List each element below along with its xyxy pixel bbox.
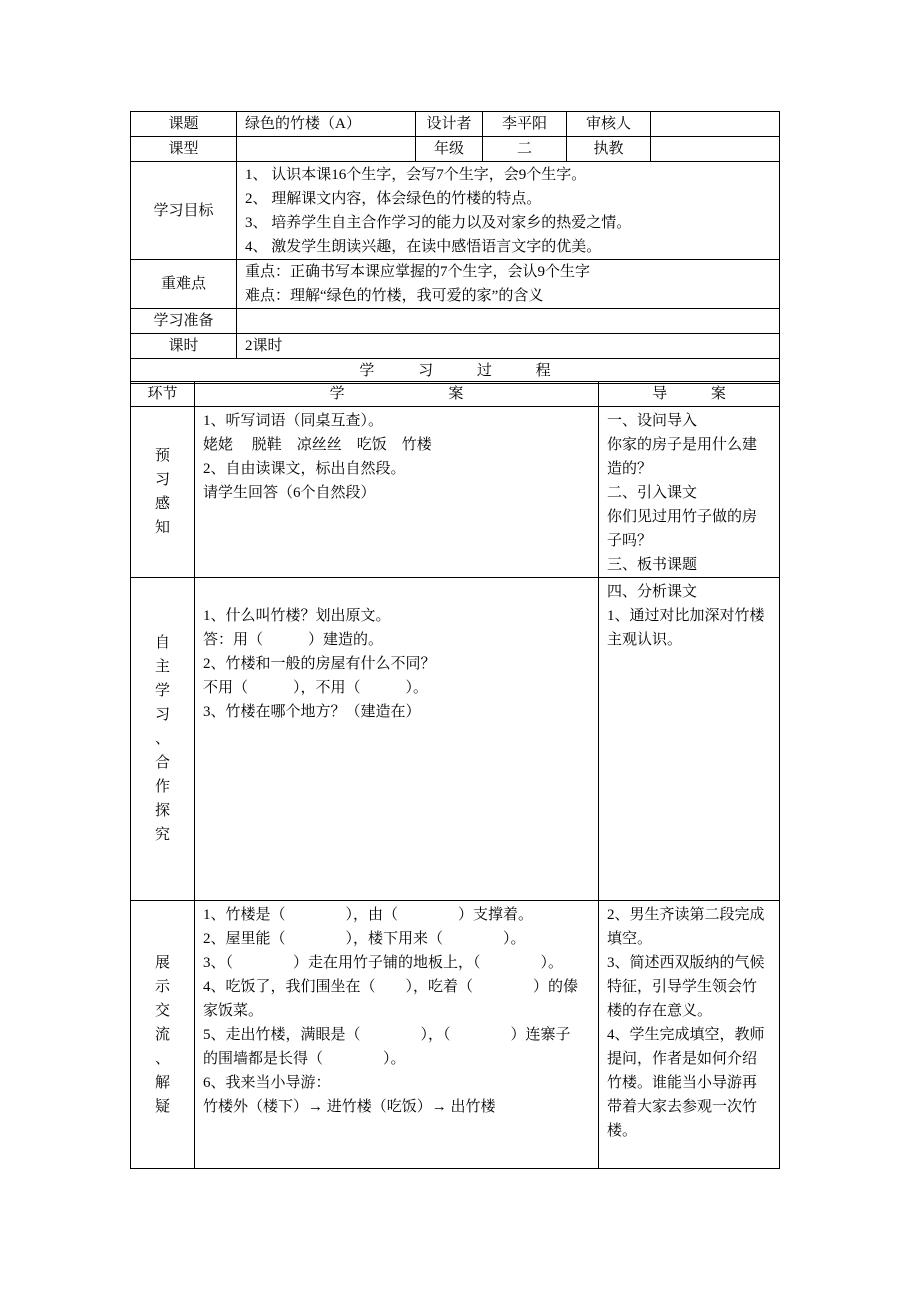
guide-line: 带着大家去参观一次竹 [607, 1099, 758, 1115]
stage-char: 展 [154, 954, 170, 971]
study-cell [195, 901, 599, 1169]
grade-label: 年级 [416, 137, 483, 162]
goal-item: 3、 培养学生自主合作学习的能力以及对家乡的热爱之情。 [245, 214, 632, 231]
guide-cell [599, 901, 780, 1169]
topic-label: 课题 [131, 112, 237, 137]
stage-char: 究 [154, 827, 170, 843]
guide-line: 2、男生齐读第二段完成 [607, 907, 765, 923]
teacher-value [651, 137, 780, 162]
guide-header-text: 导 案 [652, 386, 726, 402]
study-line: 2、屋里能（ ），楼下用来（ ）。 [203, 931, 526, 947]
section-row [131, 901, 780, 1169]
process-title-text: 学 习 过 程 [359, 363, 551, 379]
stage-cell [131, 901, 195, 1169]
study-cell [195, 578, 599, 901]
hours-value: 2课时 [237, 334, 780, 359]
stage-char: 探 [154, 803, 170, 819]
study-line: 1、听写词语（同桌互查）。 [203, 413, 384, 429]
goal-item: 4、 激发学生朗读兴趣，在读中感悟语言文字的优美。 [245, 238, 602, 255]
topic-value: 绿色的竹楼（A） [237, 112, 416, 137]
study-line: 3、竹楼在哪个地方？（建造在） [203, 704, 421, 720]
section-row [131, 407, 780, 578]
hours-label: 课时 [131, 334, 237, 359]
guide-line: 一、设问导入 [607, 413, 698, 429]
stage-char: 感 [154, 496, 170, 512]
study-header [195, 382, 599, 407]
guide-line: 竹楼。谁能当小导游再 [607, 1075, 758, 1091]
guide-line: 你家的房子是用什么建 [607, 437, 758, 453]
study-line: 5、走出竹楼，满眼是（ ），（ ）连寨子 [203, 1027, 571, 1043]
stage-char: 示 [154, 978, 170, 995]
stage-char: 习 [154, 707, 170, 723]
study-line: 答：用（ ）建造的。 [203, 632, 384, 648]
study-line: 4、吃饭了，我们围坐在（ ），吃着（ ）的傣 [203, 979, 579, 995]
guide-line: 三、板书课题 [607, 557, 698, 573]
study-line: 姥姥 脱鞋 凉丝丝 吃饭 竹楼 [203, 437, 432, 453]
study-line: 的围墙都是长得（ ）。 [203, 1051, 406, 1067]
teacher-label: 执教 [567, 137, 651, 162]
stage-char: 知 [154, 520, 170, 536]
reviewer-label: 审核人 [567, 112, 651, 137]
prep-label: 学习准备 [131, 309, 237, 334]
study-line: 请学生回答（6个自然段） [203, 485, 376, 501]
guide-line: 子吗？ [607, 533, 653, 549]
stage-char: 习 [154, 472, 170, 488]
study-line: 家饭菜。 [203, 1003, 264, 1019]
guide-line: 特征，引导学生领会竹 [607, 979, 758, 995]
guide-line: 楼。 [607, 1123, 638, 1139]
study-line: 2、自由读课文，标出自然段。 [203, 461, 406, 477]
study-line: 2、竹楼和一般的房屋有什么不同？ [203, 656, 436, 672]
stage-char: 作 [154, 779, 170, 795]
study-line: 6、我来当小导游： [203, 1075, 331, 1091]
guide-line: 1、通过对比加深对竹楼 [607, 608, 765, 624]
section-row [131, 578, 780, 901]
lesson-info-table [130, 111, 780, 384]
guide-header [599, 382, 780, 407]
prep-value [237, 309, 780, 334]
key-points-label: 重难点 [131, 260, 237, 309]
guide-line: 四、分析课文 [607, 584, 698, 600]
guide-line: 楼的存在意义。 [607, 1003, 713, 1019]
stage-char: 自 [154, 635, 170, 651]
key-point: 重点：正确书写本课应掌握的7个生字，会认9个生字 [245, 264, 591, 280]
goals-list [237, 162, 780, 260]
stage-char: 流 [154, 1026, 170, 1043]
guide-line: 主观认识。 [607, 632, 683, 648]
stage-char: 解 [154, 1074, 170, 1091]
stage-char: 、 [154, 1050, 170, 1067]
study-line: 1、什么叫竹楼？划出原文。 [203, 608, 391, 624]
guide-line: 你们见过用竹子做的房 [607, 509, 758, 525]
guide-cell [599, 578, 780, 901]
guide-line: 提问，作者是如何介绍 [607, 1051, 758, 1067]
study-line: 3、（ ）走在用竹子铺的地板上，（ ）。 [203, 955, 564, 971]
study-header-text: 学 案 [329, 386, 464, 402]
guide-cell [599, 407, 780, 578]
stage-cell [131, 407, 195, 578]
difficult-point: 难点：理解“绿色的竹楼，我可爱的家”的含义 [245, 288, 544, 304]
study-line [203, 580, 590, 604]
process-title [131, 359, 780, 384]
type-value [237, 137, 416, 162]
goal-item: 1、 认识本课16个生字，会写7个生字，会9个生字。 [245, 166, 587, 183]
goals-label: 学习目标 [131, 162, 237, 260]
designer-value: 李平阳 [483, 112, 567, 137]
stage-char: 主 [154, 659, 170, 675]
stage-header: 环节 [131, 382, 195, 407]
guide-line: 填空。 [607, 931, 653, 947]
guide-line: 3、简述西双版纳的气候 [607, 955, 765, 971]
study-line: 1、竹楼是（ ），由（ ）支撑着。 [203, 907, 534, 923]
process-table [130, 381, 780, 1169]
stage-char: 学 [154, 683, 170, 699]
stage-char: 合 [154, 755, 170, 771]
guide-line: 二、引入课文 [607, 485, 698, 501]
stage-char: 、 [154, 731, 170, 747]
guide-line: 4、学生完成填空，教师 [607, 1027, 765, 1043]
study-cell [195, 407, 599, 578]
key-points [237, 260, 780, 309]
stage-char: 预 [154, 448, 170, 464]
reviewer-value [651, 112, 780, 137]
stage-char: 疑 [154, 1098, 170, 1115]
study-line: 不用（ ），不用（ ）。 [203, 680, 429, 696]
study-line: 竹楼外（楼下）→ 进竹楼（吃饭）→ 出竹楼 [203, 1099, 496, 1115]
type-label: 课型 [131, 137, 237, 162]
stage-cell [131, 578, 195, 901]
goal-item: 2、 理解课文内容，体会绿色的竹楼的特点。 [245, 190, 542, 207]
grade-value: 二 [483, 137, 567, 162]
guide-line: 造的？ [607, 461, 653, 477]
designer-label: 设计者 [416, 112, 483, 137]
stage-char: 交 [154, 1002, 170, 1019]
